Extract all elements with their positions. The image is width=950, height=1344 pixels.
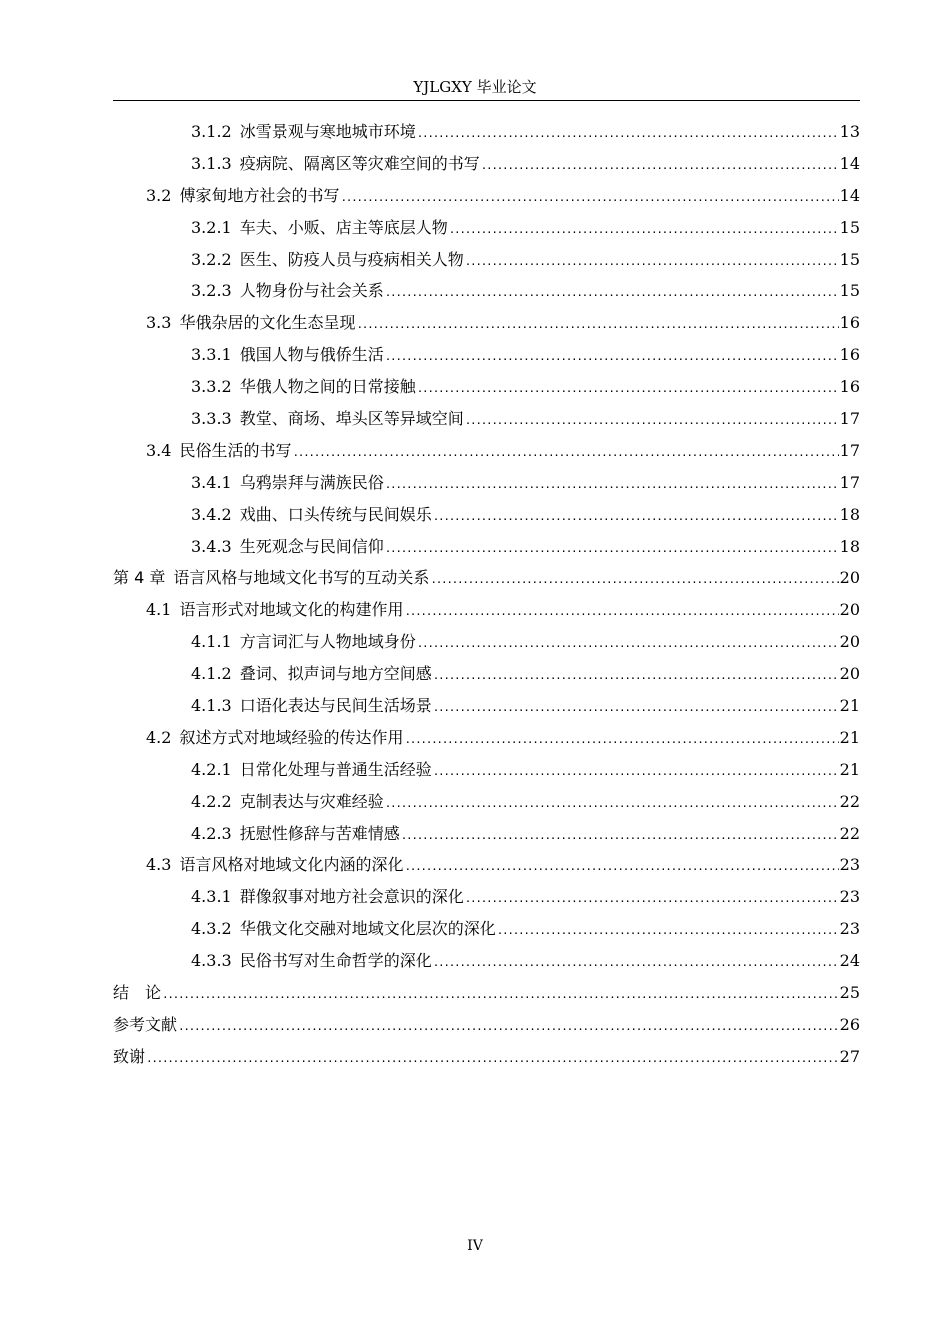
toc-entry-number: 3.4 (146, 440, 172, 460)
toc-entry[interactable] (113, 977, 860, 1009)
toc-entry-number: 4.2.3 (191, 823, 232, 843)
toc-entry-title: 冰雪景观与寒地城市环境 (239, 122, 416, 141)
toc-entry-page: 21 (839, 727, 860, 747)
toc-entry-page: 21 (839, 696, 860, 716)
toc-entry-number: 3.3.2 (191, 377, 232, 397)
toc-entry-number: 3.3 (146, 313, 172, 333)
toc-entry[interactable] (113, 1041, 860, 1073)
toc-entry-page: 26 (839, 1014, 860, 1034)
toc-entry-title: 人物身份与社会关系 (239, 281, 384, 301)
toc-entry-page: 20 (839, 664, 860, 684)
toc-entry-title: 语言风格对地域文化内涵的深化 (179, 855, 404, 875)
table-of-contents (113, 116, 860, 1073)
toc-dot-leader (433, 660, 839, 692)
toc-entry-title: 致谢 (113, 1046, 146, 1066)
toc-entry-page: 15 (839, 217, 860, 237)
toc-entry[interactable] (113, 658, 860, 690)
toc-dot-leader (340, 182, 838, 214)
toc-entry-title: 民俗生活的书写 (179, 440, 292, 460)
toc-entry-page: 21 (839, 759, 860, 779)
toc-entry-page: 25 (839, 983, 860, 1003)
toc-dot-leader (178, 1011, 839, 1043)
toc-entry-page: 15 (839, 281, 860, 301)
toc-dot-leader (404, 596, 838, 628)
toc-entry-page: 22 (839, 823, 860, 843)
toc-entry[interactable] (113, 722, 860, 754)
toc-entry-number: 4.1.3 (191, 696, 232, 716)
toc-entry-page: 16 (839, 377, 860, 397)
toc-entry-title: 华俄杂居的文化生态呈现 (179, 313, 356, 333)
toc-entry-number: 3.4.3 (191, 536, 232, 556)
toc-entry[interactable] (113, 212, 860, 244)
toc-dot-leader (433, 947, 839, 979)
toc-entry-title: 叙述方式对地域经验的传达作用 (179, 727, 404, 747)
toc-entry-number: 4.2 (146, 727, 172, 747)
toc-entry-page: 14 (839, 153, 860, 173)
toc-entry[interactable] (113, 339, 860, 371)
toc-dot-leader (417, 373, 839, 405)
toc-entry-title: 乌鸦崇拜与满族民俗 (239, 472, 384, 492)
toc-entry-page: 27 (839, 1046, 860, 1066)
toc-entry-title: 车夫、小贩、店主等底层人物 (239, 217, 448, 237)
toc-dot-leader (385, 341, 839, 373)
toc-entry[interactable] (113, 499, 860, 531)
toc-entry-title: 华俄文化交融对地域文化层次的深化 (239, 919, 496, 939)
toc-entry-title: 语言形式对地域文化的构建作用 (179, 600, 404, 620)
toc-entry[interactable] (113, 594, 860, 626)
toc-entry-title: 俄国人物与俄侨生活 (239, 345, 384, 365)
toc-dot-leader (417, 118, 839, 150)
toc-entry-number: 4.3.1 (191, 887, 232, 907)
page-header-title: YJLGXY 毕业论文 (413, 78, 537, 96)
toc-entry-page: 13 (839, 122, 860, 141)
toc-entry[interactable] (113, 754, 860, 786)
toc-entry-page: 16 (839, 345, 860, 365)
toc-dot-leader (162, 979, 839, 1011)
toc-entry-title: 群像叙事对地方社会意识的深化 (239, 887, 464, 907)
header-rule (113, 100, 860, 101)
toc-entry[interactable] (113, 690, 860, 722)
toc-entry[interactable] (113, 945, 860, 977)
toc-entry-number: 第 4 章 (113, 568, 166, 588)
toc-entry-number: 4.2.2 (191, 791, 232, 811)
toc-dot-leader (449, 214, 839, 246)
toc-entry-title: 克制表达与灾难经验 (239, 791, 384, 811)
toc-entry-page: 20 (839, 600, 860, 620)
toc-entry-number: 3.4.1 (191, 472, 232, 492)
toc-entry[interactable] (113, 818, 860, 850)
toc-entry-title: 华俄人物之间的日常接触 (239, 377, 416, 397)
toc-entry-page: 18 (839, 504, 860, 524)
toc-entry-number: 4.1.1 (191, 632, 232, 652)
toc-entry-page: 18 (839, 536, 860, 556)
toc-entry[interactable] (113, 1009, 860, 1041)
toc-entry-number: 4.2.1 (191, 759, 232, 779)
toc-dot-leader (385, 469, 839, 501)
toc-entry-title: 抚慰性修辞与苦难情感 (239, 823, 400, 843)
toc-entry-title: 教堂、商场、埠头区等异域空间 (239, 409, 464, 429)
toc-dot-leader (385, 533, 839, 565)
toc-entry-number: 3.4.2 (191, 504, 232, 524)
toc-entry[interactable] (113, 403, 860, 435)
toc-entry-title: 疫病院、隔离区等灾难空间的书写 (239, 153, 480, 173)
toc-dot-leader (497, 915, 839, 947)
toc-dot-leader (465, 883, 839, 915)
toc-entry[interactable] (113, 307, 860, 339)
toc-entry-title: 民俗书写对生命哲学的深化 (239, 951, 432, 971)
toc-entry-page: 15 (839, 249, 860, 269)
toc-entry-page: 17 (839, 440, 860, 460)
toc-entry-number: 3.2.1 (191, 217, 232, 237)
toc-entry-title: 医生、防疫人员与疫病相关人物 (239, 249, 464, 269)
toc-dot-leader (430, 564, 838, 596)
toc-entry-title: 戏曲、口头传统与民间娱乐 (239, 504, 432, 524)
toc-dot-leader (433, 692, 839, 724)
toc-entry-page: 20 (839, 632, 860, 652)
toc-dot-leader (356, 309, 838, 341)
toc-entry-page: 23 (839, 855, 860, 875)
toc-entry-number: 4.3.2 (191, 919, 232, 939)
toc-entry-number: 4.3 (146, 855, 172, 875)
page-number: IV (467, 1238, 483, 1254)
toc-entry-title: 叠词、拟声词与地方空间感 (239, 664, 432, 684)
toc-entry[interactable] (113, 467, 860, 499)
toc-entry-number: 3.3.3 (191, 409, 232, 429)
toc-entry[interactable] (113, 435, 860, 467)
toc-entry-title: 傅家甸地方社会的书写 (179, 185, 340, 205)
toc-entry-page: 17 (839, 409, 860, 429)
toc-entry-number: 3.2.3 (191, 281, 232, 301)
toc-entry[interactable] (113, 849, 860, 881)
toc-entry[interactable] (113, 244, 860, 276)
toc-entry-number: 3.2 (146, 185, 172, 205)
toc-dot-leader (385, 788, 839, 820)
toc-entry-page: 20 (839, 568, 860, 588)
toc-entry-title: 日常化处理与普通生活经验 (239, 759, 432, 779)
toc-entry-page: 17 (839, 472, 860, 492)
toc-dot-leader (465, 246, 839, 278)
toc-dot-leader (417, 628, 839, 660)
toc-entry[interactable] (113, 371, 860, 403)
toc-dot-leader (433, 756, 839, 788)
toc-entry-number: 4.1.2 (191, 664, 232, 684)
toc-dot-leader (292, 437, 838, 469)
toc-dot-leader (404, 851, 838, 883)
toc-entry-title: 语言风格与地域文化书写的互动关系 (173, 568, 430, 588)
toc-entry[interactable] (113, 626, 860, 658)
toc-entry[interactable] (113, 275, 860, 307)
toc-dot-leader (146, 1043, 839, 1075)
toc-dot-leader (481, 150, 839, 182)
toc-dot-leader (401, 820, 839, 852)
toc-entry[interactable] (113, 881, 860, 913)
toc-entry-number: 3.1.3 (191, 153, 232, 173)
toc-entry-title: 方言词汇与人物地域身份 (239, 632, 416, 652)
toc-entry-title: 结 论 (113, 983, 162, 1003)
toc-entry[interactable] (113, 786, 860, 818)
toc-entry-title: 口语化表达与民间生活场景 (239, 696, 432, 716)
toc-entry-title: 参考文献 (113, 1014, 178, 1034)
toc-entry-page: 23 (839, 887, 860, 907)
toc-entry-number: 4.1 (146, 600, 172, 620)
toc-dot-leader (433, 501, 839, 533)
toc-entry[interactable] (113, 148, 860, 180)
toc-dot-leader (404, 724, 838, 756)
toc-entry-number: 3.2.2 (191, 249, 232, 269)
toc-entry-page: 24 (839, 951, 860, 971)
toc-entry-number: 3.1.2 (191, 122, 232, 141)
toc-entry[interactable] (113, 180, 860, 212)
toc-entry[interactable] (113, 116, 860, 148)
toc-entry-number: 3.3.1 (191, 345, 232, 365)
toc-entry-page: 22 (839, 791, 860, 811)
toc-entry[interactable] (113, 562, 860, 594)
toc-dot-leader (385, 277, 839, 309)
toc-entry-page: 16 (839, 313, 860, 333)
toc-entry-page: 14 (839, 185, 860, 205)
toc-entry-number: 4.3.3 (191, 951, 232, 971)
toc-entry[interactable] (113, 913, 860, 945)
toc-dot-leader (465, 405, 839, 437)
toc-entry-title: 生死观念与民间信仰 (239, 536, 384, 556)
toc-entry-page: 23 (839, 919, 860, 939)
toc-entry[interactable] (113, 531, 860, 563)
